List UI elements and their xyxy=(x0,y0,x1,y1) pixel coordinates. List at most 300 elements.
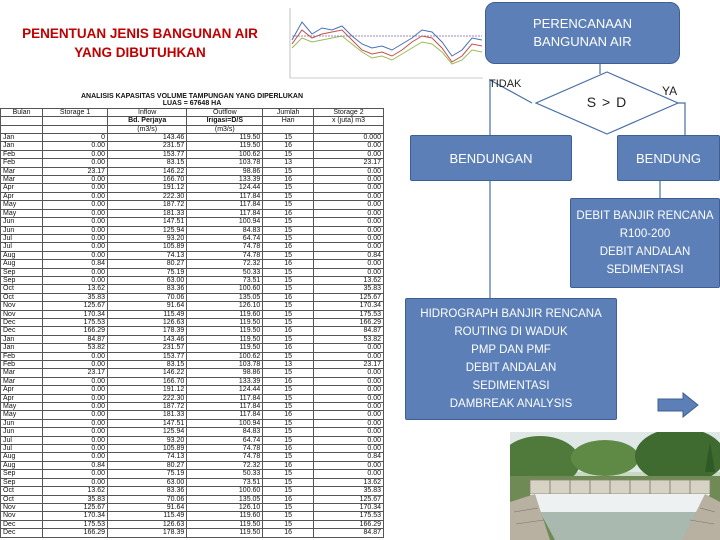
table-cell: 0.84 xyxy=(313,251,383,259)
table-cell: 0.84 xyxy=(43,260,108,268)
table-cell: 0.00 xyxy=(43,201,108,209)
table-cell: 181.33 xyxy=(108,411,187,419)
table-title: ANALISIS KAPASITAS VOLUME TAMPUNGAN YANG DIPERLUKAN xyxy=(80,93,304,100)
table-cell: 98.86 xyxy=(187,369,263,377)
table-cell: 93.20 xyxy=(108,234,187,242)
table-cell: 16 xyxy=(263,529,314,537)
table-cell: 135.05 xyxy=(187,495,263,503)
table-cell: 119.50 xyxy=(187,520,263,528)
table-cell: 117.84 xyxy=(187,394,263,402)
table-cell: 74.13 xyxy=(108,453,187,461)
table-cell: 117.84 xyxy=(187,403,263,411)
table-cell: Jun xyxy=(1,218,43,226)
table-cell: 119.50 xyxy=(187,327,263,335)
table-cell: 119.60 xyxy=(187,512,263,520)
table-cell: Jan xyxy=(1,344,43,352)
table-cell: Feb xyxy=(1,352,43,360)
table-row xyxy=(1,487,384,495)
table-cell: Mar xyxy=(1,369,43,377)
table-cell: 16 xyxy=(263,461,314,469)
table-cell: 170.34 xyxy=(313,503,383,511)
hidro-line-4: DEBIT ANDALAN xyxy=(465,362,557,374)
table-row xyxy=(1,234,384,242)
table-cell: 117.84 xyxy=(187,192,263,200)
table-cell: 15 xyxy=(263,335,314,343)
table-cell: 0.84 xyxy=(313,453,383,461)
table-cell: 15 xyxy=(263,403,314,411)
table-cell: 15 xyxy=(263,268,314,276)
table-cell: Jul xyxy=(1,436,43,444)
table-cell: 175.53 xyxy=(43,520,108,528)
table-cell: May xyxy=(1,201,43,209)
table-cell: 191.12 xyxy=(108,184,187,192)
table-cell: 178.39 xyxy=(108,529,187,537)
table-cell: 126.10 xyxy=(187,503,263,511)
table-cell: 117.84 xyxy=(187,209,263,217)
table-cell: 175.53 xyxy=(43,318,108,326)
table-cell: 0.00 xyxy=(313,369,383,377)
table-cell: 15 xyxy=(263,134,314,142)
table-cell: 73.51 xyxy=(187,276,263,284)
next-arrow-icon xyxy=(657,392,699,418)
table-cell: 50.33 xyxy=(187,470,263,478)
table-cell: 15 xyxy=(263,285,314,293)
table-cell: 0.00 xyxy=(43,150,108,158)
table-cell: 15 xyxy=(263,201,314,209)
table-cell: Oct xyxy=(1,293,43,301)
table-cell: 231.57 xyxy=(108,142,187,150)
table-cell: 15 xyxy=(263,310,314,318)
table-cell: 0.00 xyxy=(313,209,383,217)
table-cell: 170.34 xyxy=(313,302,383,310)
table-row xyxy=(1,470,384,478)
table-cell: 91.64 xyxy=(108,503,187,511)
table-cell: Oct xyxy=(1,487,43,495)
table-row xyxy=(1,352,384,360)
table-cell: 70.06 xyxy=(108,293,187,301)
table-cell: Mar xyxy=(1,167,43,175)
table-cell: 0.00 xyxy=(313,436,383,444)
unit-outflow: (m3/s) xyxy=(187,125,263,133)
table-cell: 166.70 xyxy=(108,377,187,385)
table-cell: 0.00 xyxy=(313,403,383,411)
table-cell: 13 xyxy=(263,361,314,369)
table-cell: 74.78 xyxy=(187,453,263,461)
table-cell: 191.12 xyxy=(108,386,187,394)
table-cell: 84.87 xyxy=(43,335,108,343)
table-cell: 16 xyxy=(263,260,314,268)
table-cell: 0.00 xyxy=(43,428,108,436)
table-row xyxy=(1,268,384,276)
table-cell: 15 xyxy=(263,478,314,486)
table-cell: Oct xyxy=(1,495,43,503)
unit-0 xyxy=(1,125,43,133)
table-cell: Mar xyxy=(1,377,43,385)
table-cell: 105.89 xyxy=(108,243,187,251)
table-cell: 0.00 xyxy=(43,243,108,251)
table-cell: Jul xyxy=(1,234,43,242)
unit-inflow: (m3/s) xyxy=(108,125,187,133)
weir-photo xyxy=(510,432,720,540)
table-cell: 125.67 xyxy=(313,495,383,503)
table-cell: 175.53 xyxy=(313,310,383,318)
table-row xyxy=(1,159,384,167)
table-cell: 0.00 xyxy=(313,428,383,436)
table-cell: 70.06 xyxy=(108,495,187,503)
table-cell: 135.05 xyxy=(187,293,263,301)
table-cell: 0.00 xyxy=(313,192,383,200)
bendung-box: BENDUNG xyxy=(617,135,720,181)
table-cell: Sep xyxy=(1,268,43,276)
table-cell: 15 xyxy=(263,318,314,326)
table-cell: 91.64 xyxy=(108,302,187,310)
table-cell: 15 xyxy=(263,184,314,192)
table-cell: 0.00 xyxy=(43,411,108,419)
col-header-storage2: Storage 2 xyxy=(313,108,383,116)
table-cell: Dec xyxy=(1,318,43,326)
table-cell: 0.00 xyxy=(313,218,383,226)
table-row xyxy=(1,327,384,335)
table-cell: 0.00 xyxy=(43,209,108,217)
subheader-storage2: x (juta) m3 xyxy=(313,117,383,125)
table-cell: 13 xyxy=(263,159,314,167)
table-cell: 0.00 xyxy=(313,184,383,192)
table-cell: 147.51 xyxy=(108,419,187,427)
subheader-inflow: Bd. Perjaya xyxy=(108,117,187,125)
table-cell: 187.72 xyxy=(108,201,187,209)
table-cell: 146.22 xyxy=(108,369,187,377)
table-row xyxy=(1,243,384,251)
table-cell: Sep xyxy=(1,470,43,478)
hidro-line-3: PMP DAN PMF xyxy=(471,344,551,356)
table-cell: 0.00 xyxy=(43,361,108,369)
table-cell: 50.33 xyxy=(187,268,263,276)
table-cell: 83.15 xyxy=(108,159,187,167)
table-cell: 0.00 xyxy=(313,352,383,360)
table-cell: 103.78 xyxy=(187,159,263,167)
table-row xyxy=(1,344,384,352)
table-row xyxy=(1,335,384,343)
table-cell: 15 xyxy=(263,226,314,234)
table-cell: 84.87 xyxy=(313,327,383,335)
table-cell: 15 xyxy=(263,276,314,284)
table-cell: 15 xyxy=(263,150,314,158)
table-cell: Dec xyxy=(1,520,43,528)
table-cell: Jun xyxy=(1,419,43,427)
debit-line-2: R100-200 xyxy=(619,228,671,240)
table-row xyxy=(1,142,384,150)
top-box-line1: PERENCANAAN xyxy=(533,16,632,31)
table-cell: 170.34 xyxy=(43,512,108,520)
table-row xyxy=(1,529,384,537)
table-cell: 166.70 xyxy=(108,176,187,184)
table-cell: 119.60 xyxy=(187,310,263,318)
table-cell: 84.87 xyxy=(313,529,383,537)
table-row xyxy=(1,167,384,175)
table-cell: 74.78 xyxy=(187,445,263,453)
table-cell: 125.94 xyxy=(108,428,187,436)
table-row xyxy=(1,445,384,453)
table-cell: 0.00 xyxy=(313,234,383,242)
table-cell: Aug xyxy=(1,260,43,268)
table-cell: 126.10 xyxy=(187,302,263,310)
table-cell: 72.32 xyxy=(187,260,263,268)
table-cell: 0.00 xyxy=(43,352,108,360)
table-cell: 0.00 xyxy=(43,470,108,478)
table-cell: 74.78 xyxy=(187,243,263,251)
table-cell: 125.67 xyxy=(313,293,383,301)
debit-line-3: DEBIT ANDALAN xyxy=(599,246,691,258)
table-cell: 153.77 xyxy=(108,352,187,360)
table-cell: 84.83 xyxy=(187,226,263,234)
table-cell: 13.62 xyxy=(313,276,383,284)
slide-title-line1: PENENTUAN JENIS BANGUNAN AIR xyxy=(22,26,258,41)
table-cell: 15 xyxy=(263,192,314,200)
unit-1 xyxy=(43,125,108,133)
table-cell: 143.46 xyxy=(108,335,187,343)
table-cell: 83.36 xyxy=(108,285,187,293)
table-cell: 0.00 xyxy=(313,411,383,419)
table-cell: 35.83 xyxy=(43,495,108,503)
table-cell: 0.00 xyxy=(43,234,108,242)
table-row xyxy=(1,520,384,528)
yes-branch-label: YA xyxy=(662,84,678,98)
table-cell: 0.00 xyxy=(43,394,108,402)
capacity-table xyxy=(0,93,384,538)
table-row xyxy=(1,260,384,268)
table-cell: 0.00 xyxy=(313,386,383,394)
table-cell: 75.19 xyxy=(108,268,187,276)
table-cell: 170.34 xyxy=(43,310,108,318)
table-cell: 0.00 xyxy=(43,218,108,226)
table-cell: Nov xyxy=(1,310,43,318)
table-cell: 119.50 xyxy=(187,529,263,537)
table-row xyxy=(1,369,384,377)
table-cell: 16 xyxy=(263,495,314,503)
table-cell: 0.00 xyxy=(43,403,108,411)
decision-label: S > D xyxy=(586,94,628,110)
table-cell: 124.44 xyxy=(187,386,263,394)
table-cell: 119.50 xyxy=(187,335,263,343)
table-cell: 93.20 xyxy=(108,436,187,444)
table-cell: 0.00 xyxy=(43,436,108,444)
table-cell: 15 xyxy=(263,453,314,461)
table-cell: 117.84 xyxy=(187,411,263,419)
table-cell: 115.49 xyxy=(108,512,187,520)
table-cell: 100.94 xyxy=(187,218,263,226)
table-row xyxy=(1,512,384,520)
subheader-jumlah: Hari xyxy=(263,117,314,125)
table-cell: 181.33 xyxy=(108,209,187,217)
table-row xyxy=(1,394,384,402)
table-cell: 133.39 xyxy=(187,377,263,385)
table-cell: 16 xyxy=(263,293,314,301)
table-cell: 187.72 xyxy=(108,403,187,411)
table-cell: 105.89 xyxy=(108,445,187,453)
table-cell: 0.00 xyxy=(313,167,383,175)
table-cell: Nov xyxy=(1,512,43,520)
table-cell: 83.36 xyxy=(108,487,187,495)
table-cell: Jan xyxy=(1,142,43,150)
table-row xyxy=(1,276,384,284)
storage-capacity-table xyxy=(0,93,384,540)
table-cell: 0.000 xyxy=(313,134,383,142)
table-cell: 74.78 xyxy=(187,251,263,259)
table-cell: Jul xyxy=(1,243,43,251)
hidro-line-6: DAMBREAK ANALYSIS xyxy=(449,398,573,410)
table-cell: Apr xyxy=(1,394,43,402)
table-cell: 100.62 xyxy=(187,150,263,158)
table-cell: 15 xyxy=(263,512,314,520)
table-cell: 15 xyxy=(263,436,314,444)
table-cell: 146.22 xyxy=(108,167,187,175)
table-row xyxy=(1,403,384,411)
table-cell: 63.00 xyxy=(108,276,187,284)
table-cell: 125.94 xyxy=(108,226,187,234)
col-header-storage1: Storage 1 xyxy=(43,108,108,116)
table-cell: Dec xyxy=(1,327,43,335)
table-cell: 126.63 xyxy=(108,520,187,528)
table-row xyxy=(1,318,384,326)
table-row xyxy=(1,495,384,503)
table-cell: Mar xyxy=(1,176,43,184)
table-cell: 0.00 xyxy=(313,419,383,427)
table-row xyxy=(1,478,384,486)
table-cell: Jan xyxy=(1,134,43,142)
table-cell: 98.86 xyxy=(187,167,263,175)
table-cell: 0.00 xyxy=(43,386,108,394)
table-cell: 115.49 xyxy=(108,310,187,318)
col-header-bulan: Bulan xyxy=(1,108,43,116)
subheader-outflow: Irigasi=D/S xyxy=(187,117,263,125)
table-cell: 178.39 xyxy=(108,327,187,335)
table-cell: 0.00 xyxy=(313,268,383,276)
table-cell: 15 xyxy=(263,234,314,242)
table-cell: 35.83 xyxy=(43,293,108,301)
table-cell: 72.32 xyxy=(187,461,263,469)
table-cell: 0.00 xyxy=(313,377,383,385)
table-cell: Apr xyxy=(1,184,43,192)
table-cell: 23.17 xyxy=(43,369,108,377)
table-cell: 119.50 xyxy=(187,318,263,326)
table-cell: 84.83 xyxy=(187,428,263,436)
hidrograph-requirements-box xyxy=(405,298,617,420)
table-row xyxy=(1,302,384,310)
table-row xyxy=(1,428,384,436)
table-cell: 35.83 xyxy=(313,285,383,293)
table-cell: Jul xyxy=(1,445,43,453)
table-cell: 133.39 xyxy=(187,176,263,184)
table-cell: 16 xyxy=(263,176,314,184)
table-cell: 0.00 xyxy=(43,192,108,200)
table-cell: 0 xyxy=(43,134,108,142)
table-cell: 13.62 xyxy=(43,487,108,495)
unit-4 xyxy=(263,125,314,133)
table-cell: 126.63 xyxy=(108,318,187,326)
table-cell: 0.00 xyxy=(313,461,383,469)
table-cell: 0.00 xyxy=(43,445,108,453)
table-cell: 119.50 xyxy=(187,142,263,150)
table-row xyxy=(1,285,384,293)
table-row xyxy=(1,218,384,226)
table-cell: 0.00 xyxy=(313,394,383,402)
table-cell: 153.77 xyxy=(108,150,187,158)
table-cell: 13.62 xyxy=(313,478,383,486)
table-cell: 16 xyxy=(263,209,314,217)
table-cell: 0.00 xyxy=(43,419,108,427)
table-cell: 16 xyxy=(263,344,314,352)
col-header-jumlah: Jumlah xyxy=(263,108,314,116)
table-cell: 0.00 xyxy=(313,344,383,352)
table-cell: 103.78 xyxy=(187,361,263,369)
table-row xyxy=(1,226,384,234)
table-cell: 15 xyxy=(263,428,314,436)
table-cell: 147.51 xyxy=(108,218,187,226)
table-cell: 83.15 xyxy=(108,361,187,369)
table-cell: 222.30 xyxy=(108,192,187,200)
table-cell: Apr xyxy=(1,386,43,394)
table-row xyxy=(1,134,384,142)
table-cell: 166.29 xyxy=(313,318,383,326)
table-cell: May xyxy=(1,411,43,419)
table-cell: 16 xyxy=(263,243,314,251)
table-cell: 0.00 xyxy=(313,142,383,150)
table-cell: 0.00 xyxy=(43,251,108,259)
table-cell: 75.19 xyxy=(108,470,187,478)
table-cell: 73.51 xyxy=(187,478,263,486)
table-cell: 0.00 xyxy=(43,176,108,184)
table-cell: Dec xyxy=(1,529,43,537)
table-cell: 100.60 xyxy=(187,487,263,495)
table-cell: 15 xyxy=(263,218,314,226)
table-cell: Feb xyxy=(1,361,43,369)
table-cell: 74.13 xyxy=(108,251,187,259)
slide-title-line2: YANG DIBUTUHKAN xyxy=(74,45,206,60)
table-cell: 166.29 xyxy=(43,327,108,335)
table-cell: Jun xyxy=(1,226,43,234)
table-cell: 0.00 xyxy=(43,453,108,461)
table-cell: 15 xyxy=(263,167,314,175)
table-cell: 23.17 xyxy=(313,159,383,167)
table-row xyxy=(1,176,384,184)
table-cell: 0.00 xyxy=(43,276,108,284)
table-cell: Feb xyxy=(1,150,43,158)
table-subtitle: LUAS = 67648 HA xyxy=(162,100,222,108)
table-cell: 23.17 xyxy=(43,167,108,175)
table-cell: 231.57 xyxy=(108,344,187,352)
col-header-inflow: Inflow xyxy=(108,108,187,116)
table-cell: 16 xyxy=(263,411,314,419)
table-cell: 15 xyxy=(263,302,314,310)
no-branch-label: TIDAK xyxy=(489,78,522,90)
table-cell: 0.00 xyxy=(313,445,383,453)
table-row xyxy=(1,361,384,369)
table-row xyxy=(1,453,384,461)
table-cell: 64.74 xyxy=(187,234,263,242)
table-cell: 119.50 xyxy=(187,134,263,142)
table-row xyxy=(1,436,384,444)
table-cell: 0.00 xyxy=(43,159,108,167)
table-cell: 15 xyxy=(263,419,314,427)
table-row xyxy=(1,419,384,427)
table-cell: 0.00 xyxy=(313,226,383,234)
table-cell: 222.30 xyxy=(108,394,187,402)
table-cell: 15 xyxy=(263,503,314,511)
table-cell: Aug xyxy=(1,461,43,469)
table-cell: Jun xyxy=(1,428,43,436)
table-cell: 125.67 xyxy=(43,503,108,511)
hidro-line-2: ROUTING DI WADUK xyxy=(454,326,568,338)
